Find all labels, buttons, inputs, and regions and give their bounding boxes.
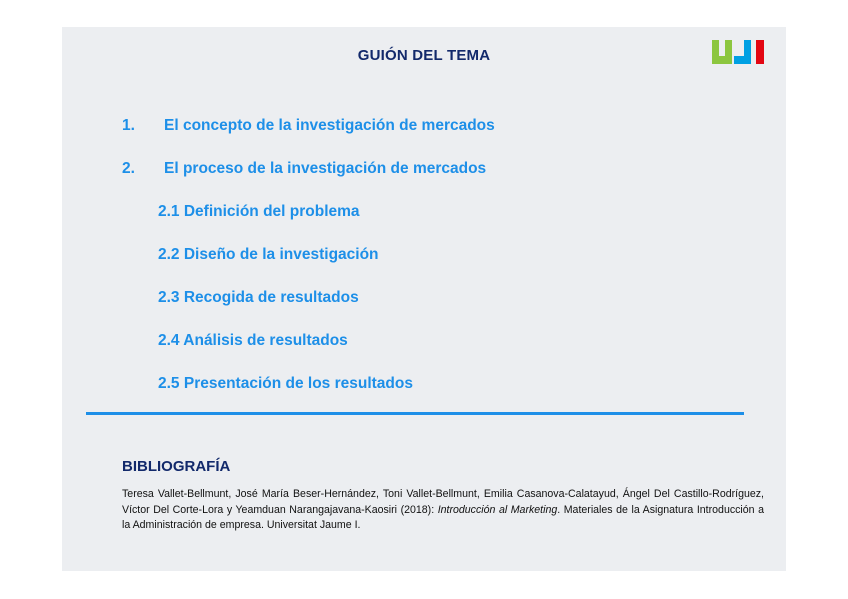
bibliography-heading: BIBLIOGRAFÍA — [122, 458, 231, 475]
toc-item-label: El concepto de la investigación de mercados — [164, 117, 495, 134]
toc-item-label: 2.4 Análisis de resultados — [158, 332, 348, 349]
logo-letter-j — [734, 40, 751, 64]
toc-item-number: 1. — [122, 117, 135, 134]
toc-subitem-2-3 — [158, 289, 359, 307]
toc-subitem-2-2 — [158, 246, 379, 264]
toc-subitem-2-1 — [158, 203, 360, 221]
toc-item-label: 2.2 Diseño de la investigación — [158, 246, 379, 263]
toc-item-1 — [122, 117, 495, 135]
bibliography-details: . Materiales de la Asignatura Introducción a la Administración de empresa. Universitat Jaume I. — [122, 503, 764, 531]
uji-logo — [710, 38, 774, 66]
toc-item-label: 2.3 Recogida de resultados — [158, 289, 359, 306]
toc-subitem-2-5 — [158, 375, 413, 393]
bibliography-authors: Teresa Vallet-Bellmunt, José María Beser-Hernández, Toni Vallet-Bellmunt, Emilia Casanova-Calatayud, Ángel Del Castillo-Rodríguez, Víctor Del Corte-Lora y Yeamduan Narangajavana-Kaosiri (2018): — [122, 488, 764, 516]
slide — [62, 27, 786, 571]
toc-subitem-2-4 — [158, 332, 348, 350]
toc-item-2 — [122, 160, 486, 178]
bibliography-reference — [122, 487, 764, 534]
toc-item-label: 2.5 Presentación de los resultados — [158, 375, 413, 392]
slide-title: GUIÓN DEL TEMA — [357, 47, 491, 64]
toc-item-label: El proceso de la investigación de mercados — [164, 160, 487, 177]
logo-letter-u — [712, 40, 732, 64]
logo-letter-i — [756, 40, 764, 64]
section-divider — [86, 412, 744, 415]
toc-item-label: 2.1 Definición del problema — [158, 203, 360, 220]
toc-item-number: 2. — [122, 160, 135, 177]
bibliography-book-title: Introducción al Marketing — [437, 503, 558, 516]
